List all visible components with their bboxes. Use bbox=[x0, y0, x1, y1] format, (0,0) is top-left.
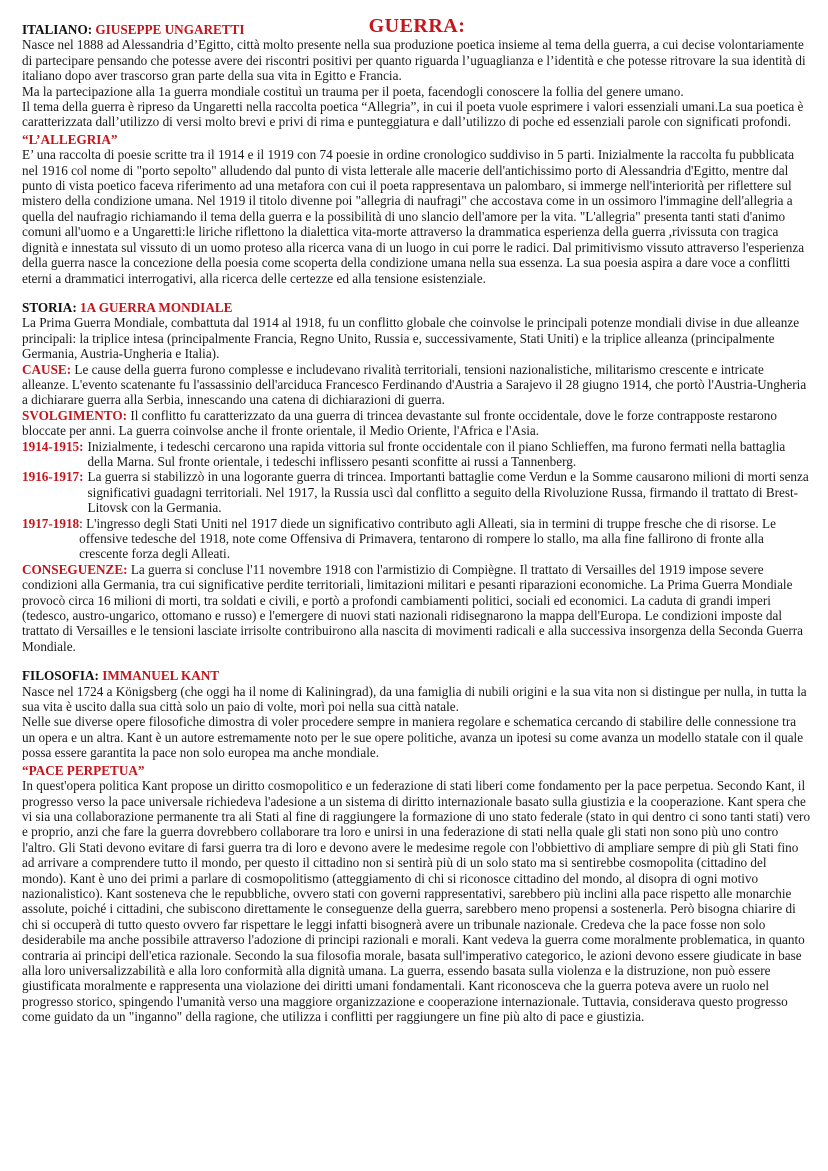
inline-label: SVOLGIMENTO: bbox=[22, 407, 128, 423]
section-storia bbox=[22, 300, 812, 654]
paragraph: Nelle sue diverse opere filosofiche dimostra di voler procedere sempre in maniera regolare e schematica cercando di stabilire delle connessione tra un opera e un altra. Kant è un autore estremamente noto per le sue opere politiche, avanza un ipotesi su come avanza un modello statale con il quale possa essere garantita la pace non solo europea ma anche mondiale. bbox=[22, 714, 804, 761]
subject-label: FILOSOFIA: bbox=[22, 668, 99, 684]
document-page bbox=[22, 15, 812, 1025]
inline-text: Il conflitto fu caratterizzato da una guerra di trincea devastante sul fronte occidentale, dove le forze contrapposte restarono bloccate per anni. La guerra coinvolse anche il fronte orientale, il Medio Oriente, l'Africa e l'Asia. bbox=[22, 407, 777, 439]
paragraph: Nasce nel 1888 ad Alessandria d’Egitto, città molto presente nella sua produzione poetica insieme al tema della guerra, a cui decise volontariamente di partecipare pensando che potesse avere dei riscontri positivi per quanto riguarda l’uguaglianza e l’identità e che potesse ritrovare la sua identità di italiano dopo aver trascorso gran parte della sua vita in Egitto e Francia. bbox=[22, 37, 806, 84]
paragraph: Ma la partecipazione alla 1a guerra mondiale costituì un trauma per il poeta, facendogli conoscere la follia del genere umano. bbox=[22, 83, 684, 99]
paragraph: La Prima Guerra Mondiale, combattuta dal 1914 al 1918, fu un conflitto globale che coinvolse le principali potenze mondiali divise in due alleanze principali: la triplice intesa (principalmente Francia, Regno Unito, Russia e, successivamente, Stati Uniti) e la triplice alleanza (principalmente Germania, Austria-Ungheria e Italia). bbox=[22, 315, 800, 362]
paragraph: Il tema della guerra è ripreso da Ungaretti nella raccolta poetica “Allegria”, in cui il poeta vuole esprimere i valori essenziali umani.La sua poetica è caratterizzata dall’utilizzo di versi molto brevi e privi di rima e punteggiatura e dall’utilizzo di poche ed essenziali parole con significati profondi. bbox=[22, 99, 804, 130]
subject-label: STORIA: bbox=[22, 299, 77, 315]
period-text: La guerra si stabilizzò in una logorante guerra di trincea. Importanti battaglie come Verdun e la Somme causarono milioni di morti senza significativi guadagni territoriali. Nel 1917, la Russia uscì dal conflitto a seguito della Rivoluzione Russa, firmando il trattato di Brest-Litovsk con la Germania. bbox=[87, 469, 809, 516]
period-label: 1917-1918 bbox=[22, 515, 80, 531]
paragraph-svolgimento bbox=[22, 408, 812, 439]
period-entry bbox=[22, 469, 812, 515]
section-heading bbox=[22, 668, 812, 683]
inline-label: CAUSE: bbox=[22, 361, 72, 377]
period-text: : L'ingresso degli Stati Uniti nel 1917 diede un significativo contributo agli Alleati, sia in termini di truppe fresche che di risorse. Le offensive tedesche del 1918, note come Offensiva di Primavera, tentarono di rompere lo stallo, ma alla fine fallirono di fronte alla crescente forza degli Alleati. bbox=[79, 515, 776, 562]
period-entry bbox=[22, 516, 812, 562]
inline-label: CONSEGUENZE: bbox=[22, 561, 128, 577]
paragraph-conseguenze bbox=[22, 562, 812, 654]
subheading-allegria: “L’ALLEGRIA” bbox=[22, 131, 118, 147]
subheading-pace-perpetua: “PACE PERPETUA” bbox=[22, 762, 145, 778]
page-title: GUERRA: bbox=[368, 15, 466, 37]
subject-label: ITALIANO: bbox=[22, 22, 93, 37]
inline-text: Le cause della guerra furono complesse e includevano rivalità territoriali, tensioni nazionalistiche, militarismo crescente e intricate alleanze. L'evento scatenante fu l'assassinio dell'arciduca Francesco Ferdinando d'Austria a Sarajevo il 28 giugno 1914, che portò l'Austria-Ungheria a dichiarare guerra alla Serbia, innescando una catena di dichiarazioni di guerra. bbox=[22, 361, 807, 408]
paragraph: Nasce nel 1724 a Königsberg (che oggi ha il nome di Kaliningrad), da una famiglia di nubili origini e la sua vita non si distingue per nulla, in tutta la sua vita è uscito dalla sua città solo un paio di volte, morì poi nella sua città natale. bbox=[22, 683, 807, 715]
period-label: 1916-1917: bbox=[22, 469, 84, 485]
section-heading bbox=[22, 300, 812, 315]
period-text: Inizialmente, i tedeschi cercarono una rapida vittoria sul fronte occidentale con il piano Schlieffen, ma furono fermati nella battaglia della Marna. Sul fronte orientale, i tedeschi inflissero pesanti sconfitte ai russi a Tannenberg. bbox=[87, 438, 786, 469]
paragraph-cause bbox=[22, 362, 812, 408]
period-entry bbox=[22, 439, 812, 470]
topic-label: GIUSEPPE UNGARETTI bbox=[95, 22, 245, 37]
section-filosofia bbox=[22, 668, 812, 1024]
inline-text: La guerra si concluse l'11 novembre 1918 con l'armistizio di Compiègne. Il trattato di Versailles del 1919 impose severe condizioni alla Germania, tra cui significative perdite territoriali, limitazioni militari e pesanti riparazioni economiche. La Prima Guerra Mondiale provocò circa 16 milioni di morti, tra soldati e civili, e portò a profondi cambiamenti politici, sociali ed economici. La caduta di grandi imperi (tedesco, austro-ungarico, ottomano e russo) e l'emergere di nuovi stati nazionali ridisegnarono la mappa dell'Europa. Le condizioni imposte dal trattato di Versailles e le tensioni lasciate irrisolte contribuirono alla nascita di movimenti radicali e alla successiva insorgenza della Seconda Guerra Mondiale. bbox=[22, 561, 803, 654]
paragraph: E’ una raccolta di poesie scritte tra il 1914 e il 1919 con 74 poesie in ordine cronologico suddiviso in 5 parti. Inizialmente la raccolta fu pubblicata nel 1916 col nome di "porto sepolto" alludendo dal punto di vista letterale alle macerie dell'antichissimo porto di Alessandria d'Egitto, mentre dal punto di vista poetico faceva riferimento ad una metafora con cui il poeta rappresentava un palombaro, si immerge nell'interiorità per riflettere sul mistero della condizione umana. Nel 1919 il titolo divenne poi "allegria di naufragi" che accostava come in un ossimoro l'immagine dell'allegria a quella del naufragio richiamando il tema della guerra e la possibilità di uno slancio dell'amore per la vita. "L'allegria" presenta tanti stati d'animo comuni all'uomo e a Ungaretti:le liriche riflettono la dialettica vita-morte attraverso la drammatica esperienza della guerra ,rivissuta con tragica dignità e innestata sul vissuto di un uomo proteso alla ricerca vana di un luogo in cui porre le radici. Dal primitivismo vissuto attraverso l'esperienza della guerra nasce la concezione della poesia come scoperta della condizione umana nella sua essenza. La sua poesia aspira a dare voce a conflitti eterni a drammatici interrogativi, alla ricerca delle certezze ed alla tensione esistenziale. bbox=[22, 147, 805, 286]
paragraph: In quest'opera politica Kant propose un diritto cosmopolitico e un federazione di stati liberi come fondamento per la pace perpetua. Secondo Kant, il progresso verso la pace universale richiedeva l'adesione a un sistema di diritto internazionale basato sulla giustizia e la cooperazione. Kant spera che vi sia una collaborazione permanente tra ali Stati al fine di raggiungere la formazione di uno stato federale (stato in qui dentro ci sono tanti stati) vero e proprio, anzi che fare la guerra dovrebbero collaborare tra loro e unirsi in una federazione di stati nella quale gli stati non sono più uno contro l'altro. Gli Stati devono evitare di farsi guerra tra di loro e devono avere le medesime regole con l'obbiettivo di ampliare sempre di più gli Stati fino ad arrivare a comprendere tutto il mondo, per questo il cittadino non si sentirà più di un solo stato ma si sentirebbe cosmopolita (cittadino del mondo). Kant è uno dei primi a parlare di cosmopolitismo (atteggiamento di chi si riconosce cittadino del mondo, al disopra di ogni motivo nazionalistico). Kant sosteneva che le repubbliche, ovvero stati con governi rappresentativi, sarebbero più inclini alla pace rispetto alle monarchie assolute, poiché i cittadini, che subiscono direttamente le conseguenze della guerra, sarebbero meno propensi a sostenerla. Però bisogna chiarire di chi si occuperà di tutto questo ovvero far rispettare le leggi infatti bisognerà avere un tribunale nazionale. Credeva che la pace fosse non solo desiderabile ma anche possibile attraverso l'adozione di principi razionali e morali. Kant vedeva la guerra come moralmente problematica, in quanto contraria ai principi dell'etica razionale. Secondo la sua filosofia morale, basata sull'imperativo categorico, le azioni devono essere giudicate in base alla loro universalizzabilità e alla loro conformità alla dignità umana. La guerra, essendo basata sulla violenza e la distruzione, non può essere giustificata moralmente e rappresenta una violazione dei diritti umani fondamentali. Kant riconosceva che la guerra poteva avere un ruolo nel progresso storico, spingendo l'umanità verso una maggiore organizzazione e cooperazione internazionale. Tuttavia, considerava questo progresso come guidato da un "inganno" della ragione, che utilizza i conflitti per raggiungere un fine più alto di pace e giustizia. bbox=[22, 778, 811, 1025]
topic-label: 1A GUERRA MONDIALE bbox=[80, 299, 233, 315]
topic-label: IMMANUEL KANT bbox=[102, 668, 220, 684]
period-label: 1914-1915: bbox=[22, 438, 84, 454]
section-italiano bbox=[22, 22, 812, 286]
